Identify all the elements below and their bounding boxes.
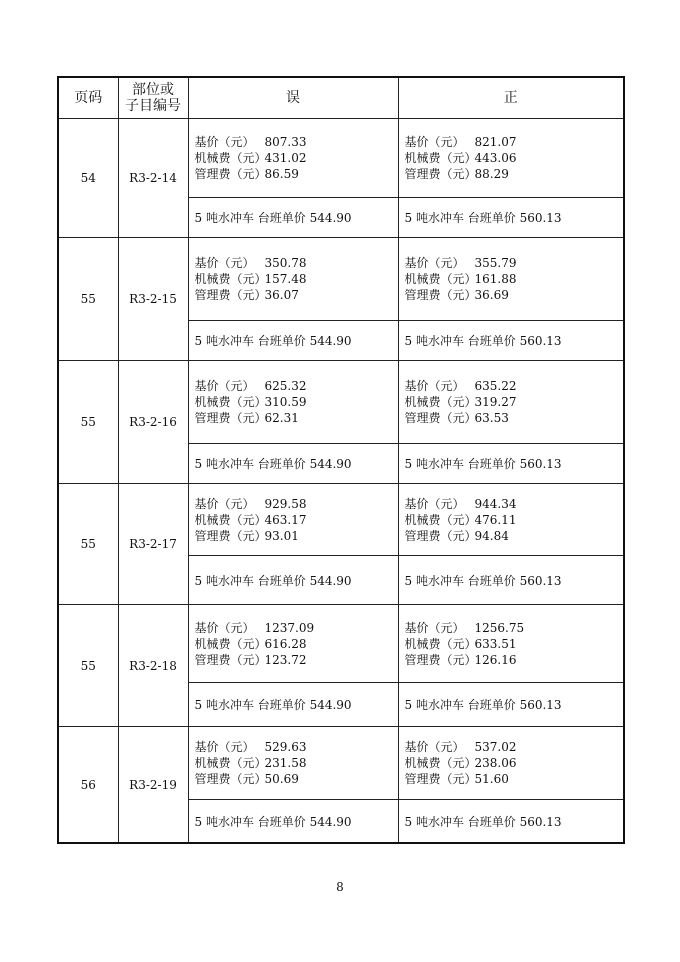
wrong-base-value: 625.32 (264, 379, 307, 393)
machine-label: 机械费（元） (194, 512, 267, 527)
wrong-machine-line (195, 271, 398, 287)
wrong-machine-line (195, 394, 398, 410)
right-values-cell (398, 361, 624, 444)
wrong-base-value: 529.63 (264, 740, 307, 754)
wrong-price-cell: 5 吨水冲车 台班单价 544.90 (188, 321, 398, 361)
machine-label: 机械费（元） (194, 151, 267, 165)
right-machine-value: 238.06 (474, 756, 517, 770)
right-values-cell (398, 727, 624, 800)
wrong-machine-value: 616.28 (264, 636, 307, 651)
base-label: 基价（元） (194, 740, 255, 754)
right-manage-line (405, 410, 624, 426)
right-manage-line (405, 166, 624, 182)
right-base-value: 537.02 (474, 740, 517, 754)
wrong-machine-line (195, 150, 398, 166)
wrong-price-cell: 5 吨水冲车 台班单价 544.90 (188, 444, 398, 484)
wrong-machine-value: 231.58 (264, 756, 307, 770)
table-row (58, 727, 624, 800)
errata-table (57, 76, 625, 844)
machine-label: 机械费（元） (194, 636, 267, 651)
right-base-value: 944.34 (474, 496, 517, 511)
wrong-machine-line (195, 636, 398, 652)
code-cell: R3-2-14 (118, 119, 188, 238)
wrong-manage-value: 36.07 (264, 288, 299, 302)
wrong-values-cell (188, 727, 398, 800)
code-cell: R3-2-18 (118, 605, 188, 727)
right-machine-line (405, 150, 624, 166)
code-cell: R3-2-17 (118, 484, 188, 605)
right-base-value: 1256.75 (474, 620, 525, 635)
right-machine-line (405, 394, 624, 410)
base-label: 基价（元） (404, 496, 465, 511)
base-label: 基价（元） (194, 135, 255, 149)
machine-label: 机械费（元） (404, 272, 477, 286)
manage-label: 管理费（元） (404, 652, 477, 667)
manage-label: 管理费（元） (194, 288, 267, 302)
right-base-line (405, 620, 624, 636)
wrong-machine-value: 310.59 (264, 395, 307, 409)
machine-label: 机械费（元） (404, 756, 477, 770)
wrong-machine-value: 431.02 (264, 151, 307, 165)
wrong-base-value: 1237.09 (264, 620, 315, 635)
header-wrong: 误 (188, 77, 398, 119)
wrong-manage-line (195, 528, 398, 544)
wrong-values-cell (188, 238, 398, 321)
base-label: 基价（元） (194, 379, 255, 393)
wrong-manage-line (195, 166, 398, 182)
wrong-machine-value: 157.48 (264, 272, 307, 286)
base-label: 基价（元） (194, 496, 255, 511)
wrong-base-value: 807.33 (264, 135, 307, 149)
manage-label: 管理费（元） (194, 652, 267, 667)
right-base-line (405, 496, 624, 512)
wrong-price-cell: 5 吨水冲车 台班单价 544.90 (188, 198, 398, 238)
machine-label: 机械费（元） (404, 395, 477, 409)
right-values-cell (398, 238, 624, 321)
wrong-base-value: 350.78 (264, 256, 307, 270)
right-price-cell: 5 吨水冲车 台班单价 560.13 (398, 556, 624, 605)
table-row (58, 361, 624, 444)
right-manage-line (405, 771, 624, 787)
right-base-value: 635.22 (474, 379, 517, 393)
right-manage-line (405, 528, 624, 544)
machine-label: 机械费（元） (194, 272, 267, 286)
manage-label: 管理费（元） (194, 411, 267, 425)
wrong-base-line (195, 134, 398, 150)
header-page: 页码 (58, 77, 118, 119)
header-right: 正 (398, 77, 624, 119)
right-machine-value: 443.06 (474, 151, 517, 165)
right-machine-line (405, 271, 624, 287)
right-manage-value: 63.53 (474, 411, 509, 425)
wrong-base-line (195, 739, 398, 755)
code-cell: R3-2-16 (118, 361, 188, 484)
right-manage-value: 36.69 (474, 288, 509, 302)
wrong-manage-line (195, 771, 398, 787)
manage-label: 管理费（元） (194, 772, 267, 786)
manage-label: 管理费（元） (194, 528, 267, 543)
wrong-machine-line (195, 755, 398, 771)
header-code-line1: 部位或 (132, 82, 174, 98)
right-manage-line (405, 652, 624, 668)
wrong-manage-line (195, 410, 398, 426)
page-number: 8 (336, 880, 344, 894)
right-base-value: 355.79 (474, 256, 517, 270)
right-base-value: 821.07 (474, 135, 517, 149)
machine-label: 机械费（元） (194, 756, 267, 770)
manage-label: 管理费（元） (194, 167, 267, 181)
base-label: 基价（元） (404, 740, 465, 754)
base-label: 基价（元） (404, 620, 465, 635)
wrong-values-cell (188, 361, 398, 444)
right-base-line (405, 378, 624, 394)
wrong-manage-value: 50.69 (264, 772, 299, 786)
base-label: 基价（元） (194, 256, 255, 270)
header-code (118, 77, 188, 119)
right-machine-value: 476.11 (474, 512, 517, 527)
right-machine-line (405, 636, 624, 652)
header-code-line2: 子目编号 (125, 98, 181, 114)
manage-label: 管理费（元） (404, 528, 477, 543)
right-price-cell: 5 吨水冲车 台班单价 560.13 (398, 198, 624, 238)
page-cell: 55 (58, 605, 118, 727)
base-label: 基价（元） (404, 379, 465, 393)
right-base-line (405, 255, 624, 271)
manage-label: 管理费（元） (404, 411, 477, 425)
right-base-line (405, 134, 624, 150)
header-row (58, 77, 624, 119)
right-price-cell: 5 吨水冲车 台班单价 560.13 (398, 444, 624, 484)
page-cell: 56 (58, 727, 118, 844)
wrong-values-cell (188, 605, 398, 683)
right-machine-value: 633.51 (474, 636, 517, 651)
table-row (58, 605, 624, 683)
machine-label: 机械费（元） (404, 636, 477, 651)
wrong-manage-value: 62.31 (264, 411, 299, 425)
page-cell: 54 (58, 119, 118, 238)
right-machine-value: 161.88 (474, 272, 517, 286)
right-values-cell (398, 484, 624, 556)
right-price-cell: 5 吨水冲车 台班单价 560.13 (398, 800, 624, 844)
wrong-manage-value: 86.59 (264, 167, 299, 181)
right-price-cell: 5 吨水冲车 台班单价 560.13 (398, 321, 624, 361)
right-price-cell: 5 吨水冲车 台班单价 560.13 (398, 683, 624, 727)
right-manage-value: 88.29 (474, 167, 509, 181)
table-row (58, 238, 624, 321)
code-cell: R3-2-15 (118, 238, 188, 361)
wrong-base-value: 929.58 (264, 496, 307, 511)
wrong-values-cell (188, 119, 398, 198)
right-machine-line (405, 512, 624, 528)
machine-label: 机械费（元） (404, 151, 477, 165)
right-values-cell (398, 605, 624, 683)
manage-label: 管理费（元） (404, 167, 477, 181)
wrong-manage-line (195, 287, 398, 303)
wrong-manage-line (195, 652, 398, 668)
wrong-manage-value: 93.01 (264, 528, 299, 543)
wrong-base-line (195, 255, 398, 271)
manage-label: 管理费（元） (404, 772, 477, 786)
page-cell: 55 (58, 238, 118, 361)
wrong-base-line (195, 378, 398, 394)
base-label: 基价（元） (404, 135, 465, 149)
code-cell: R3-2-19 (118, 727, 188, 844)
right-manage-line (405, 287, 624, 303)
machine-label: 机械费（元） (404, 512, 477, 527)
wrong-base-line (195, 620, 398, 636)
right-machine-line (405, 755, 624, 771)
wrong-machine-line (195, 512, 398, 528)
table-row (58, 484, 624, 556)
right-manage-value: 51.60 (474, 772, 509, 786)
right-values-cell (398, 119, 624, 198)
base-label: 基价（元） (194, 620, 255, 635)
wrong-machine-value: 463.17 (264, 512, 307, 527)
base-label: 基价（元） (404, 256, 465, 270)
page-cell: 55 (58, 361, 118, 484)
right-manage-value: 94.84 (474, 528, 509, 543)
wrong-values-cell (188, 484, 398, 556)
wrong-price-cell: 5 吨水冲车 台班单价 544.90 (188, 556, 398, 605)
page-cell: 55 (58, 484, 118, 605)
manage-label: 管理费（元） (404, 288, 477, 302)
wrong-manage-value: 123.72 (264, 652, 307, 667)
wrong-price-cell: 5 吨水冲车 台班单价 544.90 (188, 683, 398, 727)
right-manage-value: 126.16 (474, 652, 517, 667)
table-row (58, 119, 624, 198)
right-base-line (405, 739, 624, 755)
wrong-price-cell: 5 吨水冲车 台班单价 544.90 (188, 800, 398, 844)
right-machine-value: 319.27 (474, 395, 517, 409)
machine-label: 机械费（元） (194, 395, 267, 409)
wrong-base-line (195, 496, 398, 512)
